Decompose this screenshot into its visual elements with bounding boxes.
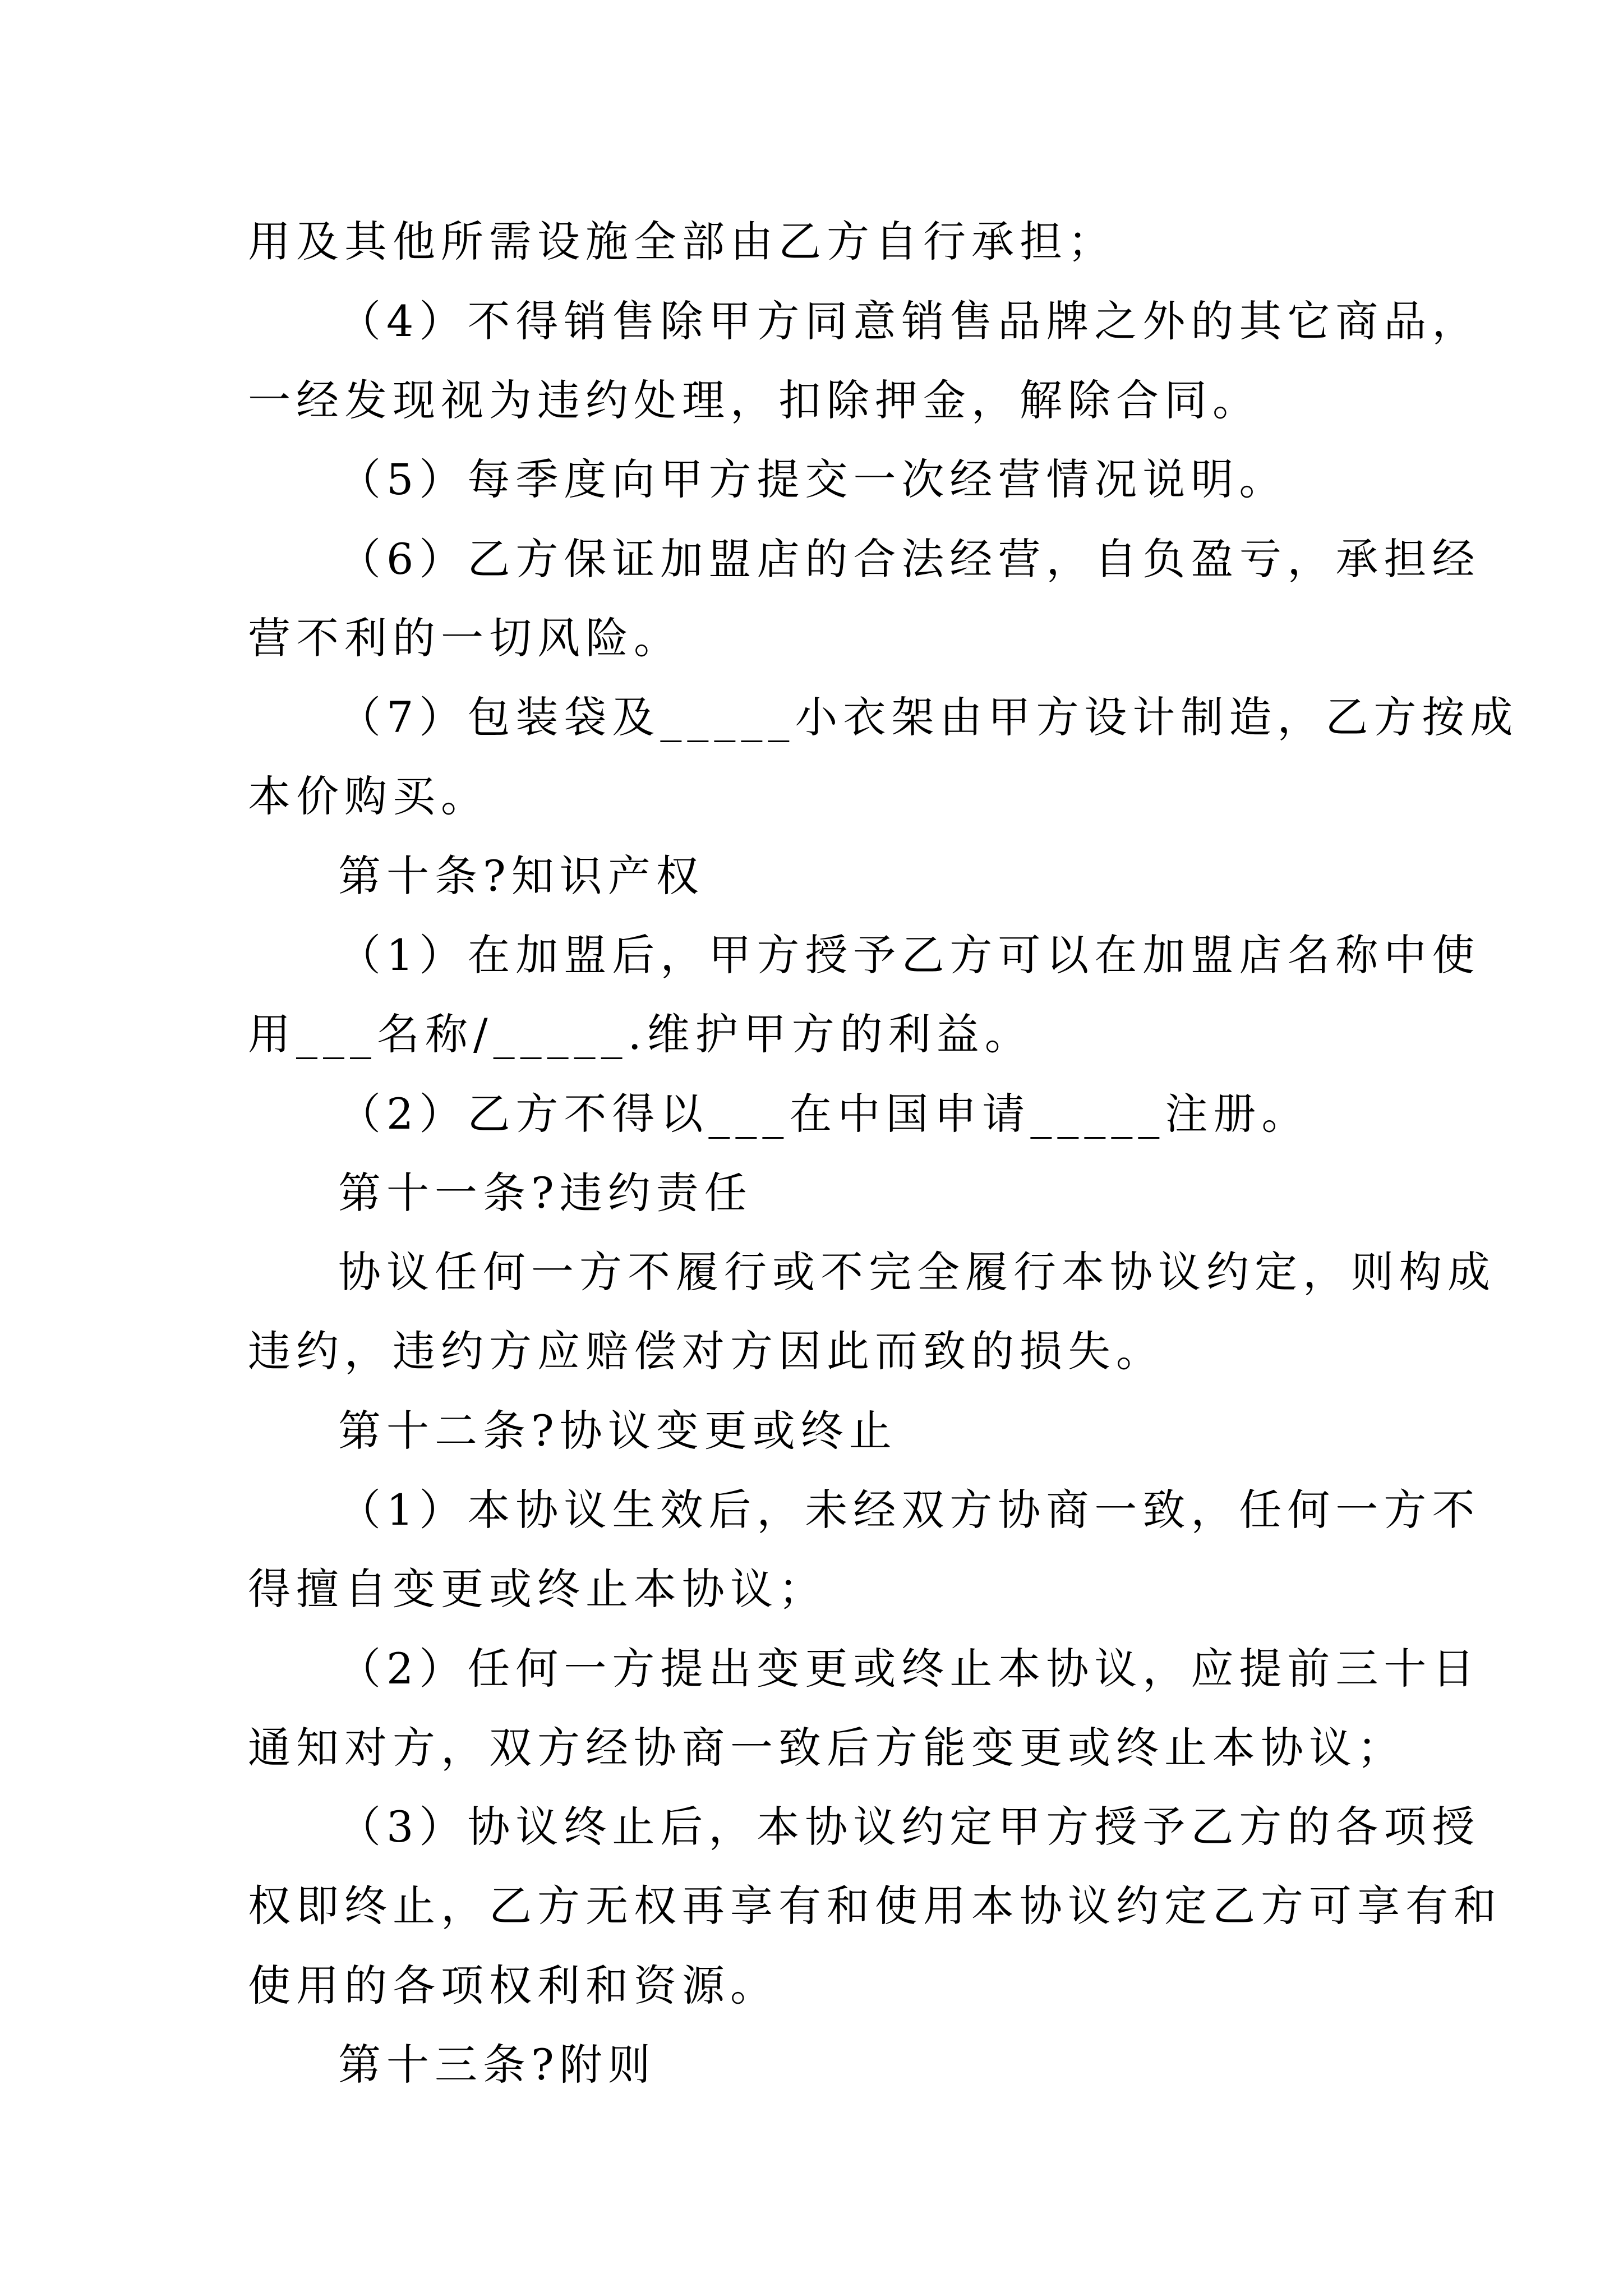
section-heading: 第十条?知识产权 [338, 851, 704, 901]
text-line: （3）协议终止后，本协议约定甲方授予乙方的各项授 [338, 1802, 1481, 1852]
text-line: （6）乙方保证加盟店的合法经营，自负盈亏，承担经 [338, 534, 1481, 584]
text-line: （7）包装袋及_____小衣架由甲方设计制造，乙方按成 [338, 692, 1519, 742]
text-line: 用及其他所需设施全部由乙方自行承担； [248, 217, 1116, 266]
text-line: 协议任何一方不履行或不完全履行本协议约定，则构成 [338, 1247, 1496, 1297]
text-line: 违约，违约方应赔偿对方因此而致的损失。 [248, 1326, 1164, 1376]
text-line: （4）不得销售除甲方同意销售品牌之外的其它商品， [338, 296, 1481, 346]
text-line: （1）本协议生效后，未经双方协商一致，任何一方不 [338, 1485, 1481, 1535]
section-heading: 第十三条?附则 [338, 2040, 656, 2090]
text-line: 通知对方，双方经协商一致后方能变更或终止本协议； [248, 1723, 1405, 1773]
text-line: 权即终止，乙方无权再享有和使用本协议约定乙方可享有和 [248, 1881, 1502, 1931]
text-line: （5）每季度向甲方提交一次经营情况说明。 [338, 454, 1288, 504]
section-heading: 第十一条?违约责任 [338, 1168, 753, 1218]
text-line: 使用的各项权利和资源。 [248, 1961, 778, 2010]
section-heading: 第十二条?协议变更或终止 [338, 1406, 897, 1456]
text-line: （2）任何一方提出变更或终止本协议，应提前三十日 [338, 1644, 1481, 1694]
text-line: 一经发现视为违约处理，扣除押金，解除合同。 [248, 375, 1261, 425]
text-line: （1）在加盟后，甲方授予乙方可以在加盟店名称中使 [338, 930, 1481, 980]
text-line: 营不利的一切风险。 [248, 613, 682, 663]
text-line: 用___名称/_____.维护甲方的利益。 [248, 1009, 1033, 1059]
text-line: 得擅自变更或终止本协议； [248, 1564, 827, 1614]
text-line: （2）乙方不得以___在中国申请_____注册。 [338, 1089, 1310, 1139]
text-line: 本价购买。 [248, 771, 489, 821]
